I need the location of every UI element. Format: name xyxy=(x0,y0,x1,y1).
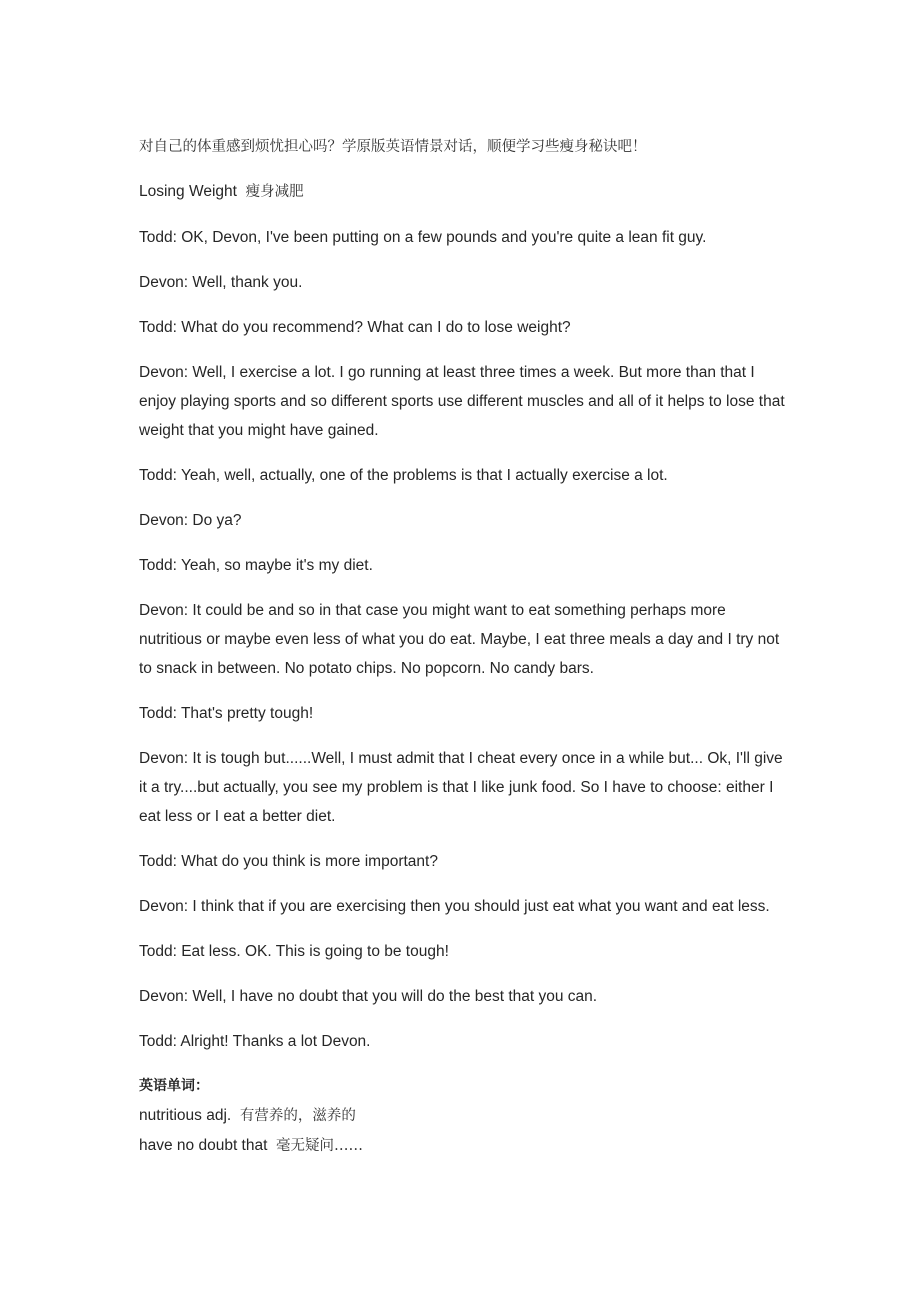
dialogue-line: Devon: It is tough but......Well, I must admit that I cheat every once in a while but... Ok, I'll give it a try....but actually, you see my problem is that I like junk food. So I have to choose: either I eat less or I eat a better diet. xyxy=(139,750,783,825)
vocabulary-item xyxy=(139,1131,789,1161)
title-chinese: 瘦身减肥 xyxy=(245,184,304,200)
dialogue-line: Todd: Eat less. OK. This is going to be tough! xyxy=(139,943,449,960)
vocabulary-meaning: 毫无疑问…… xyxy=(276,1138,364,1154)
vocabulary-term: nutritious adj. xyxy=(139,1107,232,1124)
dialogue-line: Devon: It could be and so in that case you might want to eat something perhaps more nutritious or maybe even less of what you do eat. Maybe, I eat three meals a day and I try not to snack in between. No potato chips. No popcorn. No candy bars. xyxy=(139,602,780,677)
dialogue-line: Todd: Alright! Thanks a lot Devon. xyxy=(139,1033,371,1050)
document-page xyxy=(139,134,789,1161)
vocabulary-meaning: 有营养的，滋养的 xyxy=(239,1108,356,1124)
dialogue-line: Devon: Well, thank you. xyxy=(139,274,303,291)
dialogue-line: Todd: OK, Devon, I've been putting on a few pounds and you're quite a lean fit guy. xyxy=(139,229,707,246)
dialogue-line: Todd: Yeah, so maybe it's my diet. xyxy=(139,557,373,574)
vocabulary-heading: 英语单词： xyxy=(139,1078,209,1094)
vocabulary-section xyxy=(139,1072,789,1161)
vocabulary-item xyxy=(139,1101,789,1131)
dialogue-line: Todd: Yeah, well, actually, one of the problems is that I actually exercise a lot. xyxy=(139,467,668,484)
intro-text: 对自己的体重感到烦忧担心吗？学原版英语情景对话，顺便学习些瘦身秘诀吧！ xyxy=(139,139,647,155)
article-title xyxy=(139,177,789,207)
title-english: Losing Weight xyxy=(139,183,237,200)
dialogue xyxy=(139,223,789,1056)
dialogue-line: Devon: I think that if you are exercising then you should just eat what you want and eat less. xyxy=(139,898,770,915)
dialogue-line: Todd: What do you think is more important? xyxy=(139,853,438,870)
dialogue-line: Devon: Well, I have no doubt that you will do the best that you can. xyxy=(139,988,598,1005)
dialogue-line: Todd: That's pretty tough! xyxy=(139,705,314,722)
dialogue-line: Devon: Well, I exercise a lot. I go running at least three times a week. But more than that I enjoy playing sports and so different sports use different muscles and all of it helps to lose that weight that you might have gained. xyxy=(139,364,785,439)
vocabulary-term: have no doubt that xyxy=(139,1137,268,1154)
dialogue-line: Todd: What do you recommend? What can I do to lose weight? xyxy=(139,319,571,336)
dialogue-line: Devon: Do ya? xyxy=(139,512,242,529)
